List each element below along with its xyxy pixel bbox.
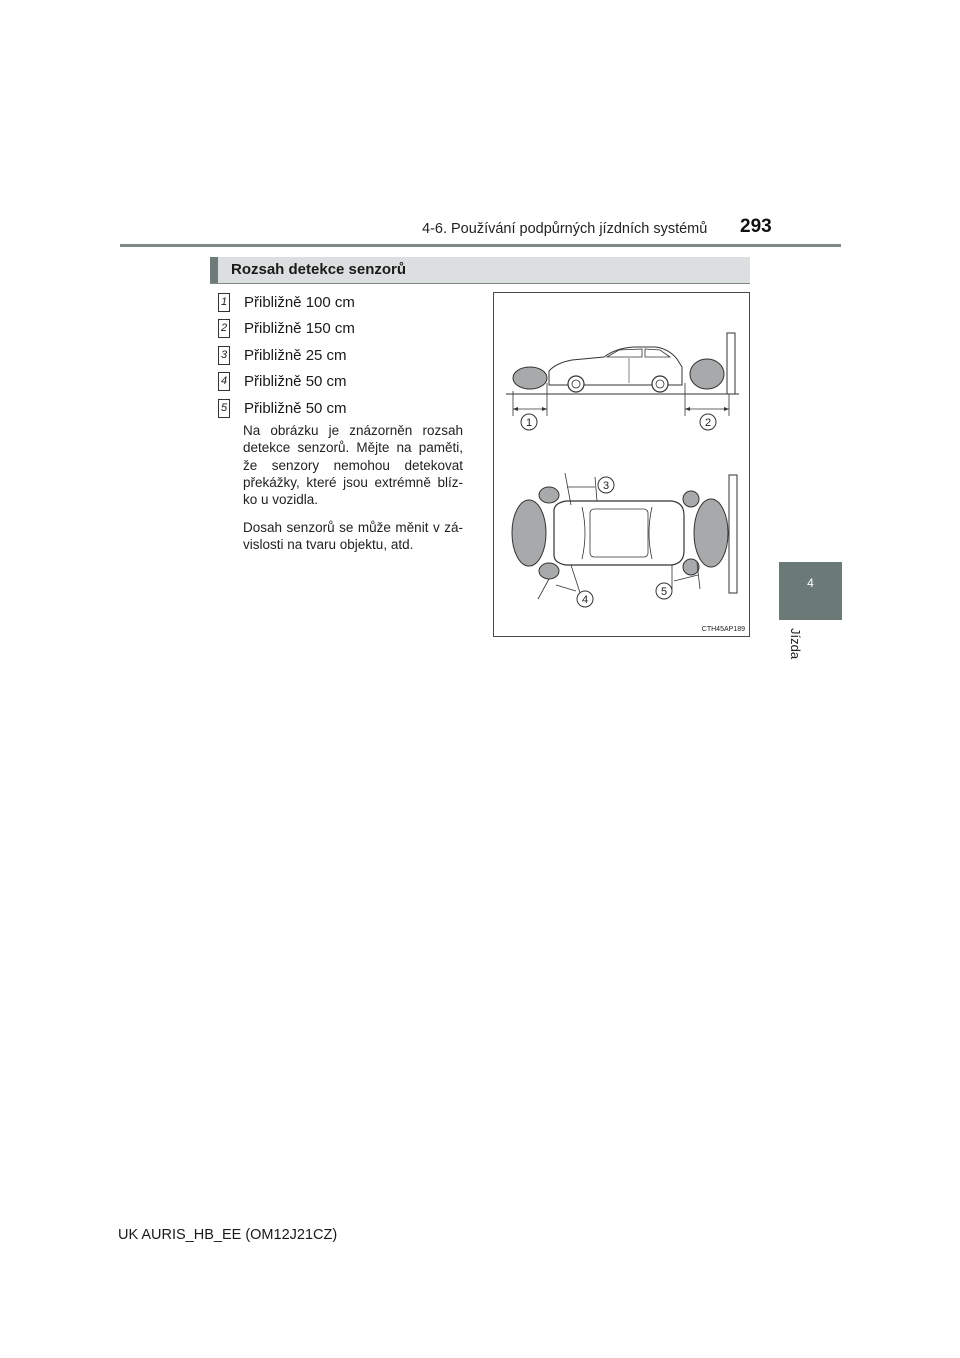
range-list (218, 289, 355, 422)
sensor-range-illustration (494, 293, 751, 638)
callout-4 (577, 591, 593, 607)
callout-5 (656, 583, 672, 599)
section-heading-bar (210, 257, 750, 283)
section-title: Rozsah detekce senzorů (231, 261, 407, 278)
callout-4-label: 4 (581, 594, 589, 606)
note-paragraph: Dosah senzorů se může měnit v zá-vislosti na tvaru objektu, atd. (243, 520, 463, 553)
item-text: Přibližně 50 cm (244, 373, 347, 391)
callout-1 (521, 414, 537, 430)
item-number-badge: 2 (218, 319, 230, 338)
item-text: Přibližně 100 cm (244, 293, 355, 311)
list-item (218, 369, 355, 396)
chapter-number: 4 (807, 576, 814, 590)
footer-text: UK AURIS_HB_EE (OM12J21CZ) (118, 1227, 338, 1243)
item-number-badge: 4 (218, 372, 230, 391)
callout-1-label: 1 (525, 417, 533, 429)
header-title: 4-6. Používání podpůrných jízdních systémů (422, 221, 708, 237)
callout-5-label: 5 (660, 586, 668, 598)
list-item (218, 316, 355, 343)
callout-3-label: 3 (602, 480, 610, 492)
callout-3 (598, 477, 614, 493)
section-accent (210, 257, 218, 283)
callout-2 (700, 414, 716, 430)
item-number-badge: 3 (218, 346, 230, 365)
item-number-badge: 1 (218, 293, 230, 312)
chapter-label: Jízda (788, 628, 803, 660)
sensor-range-figure (493, 292, 750, 637)
list-item (218, 342, 355, 369)
list-item (218, 395, 355, 422)
section-underline (210, 283, 750, 284)
chapter-tab (779, 562, 842, 620)
header-rule (120, 244, 841, 247)
item-number-badge: 5 (218, 399, 230, 418)
item-text: Přibližně 150 cm (244, 320, 355, 338)
top-view-illustration (512, 473, 737, 599)
item-text: Přibližně 25 cm (244, 346, 347, 364)
figure-code: CTH45AP189 (701, 626, 745, 633)
note-paragraph: Na obrázku je znázorněn rozsah detekce senzorů. Mějte na paměti, že senzory nemohou detekovat překážky, které jsou extrémně blíz-ko u vozidla. (243, 423, 463, 508)
side-view-illustration (506, 333, 739, 416)
item-text: Přibližně 50 cm (244, 399, 347, 417)
page-number: 293 (740, 216, 772, 237)
callout-2-label: 2 (704, 417, 712, 429)
list-item (218, 289, 355, 316)
